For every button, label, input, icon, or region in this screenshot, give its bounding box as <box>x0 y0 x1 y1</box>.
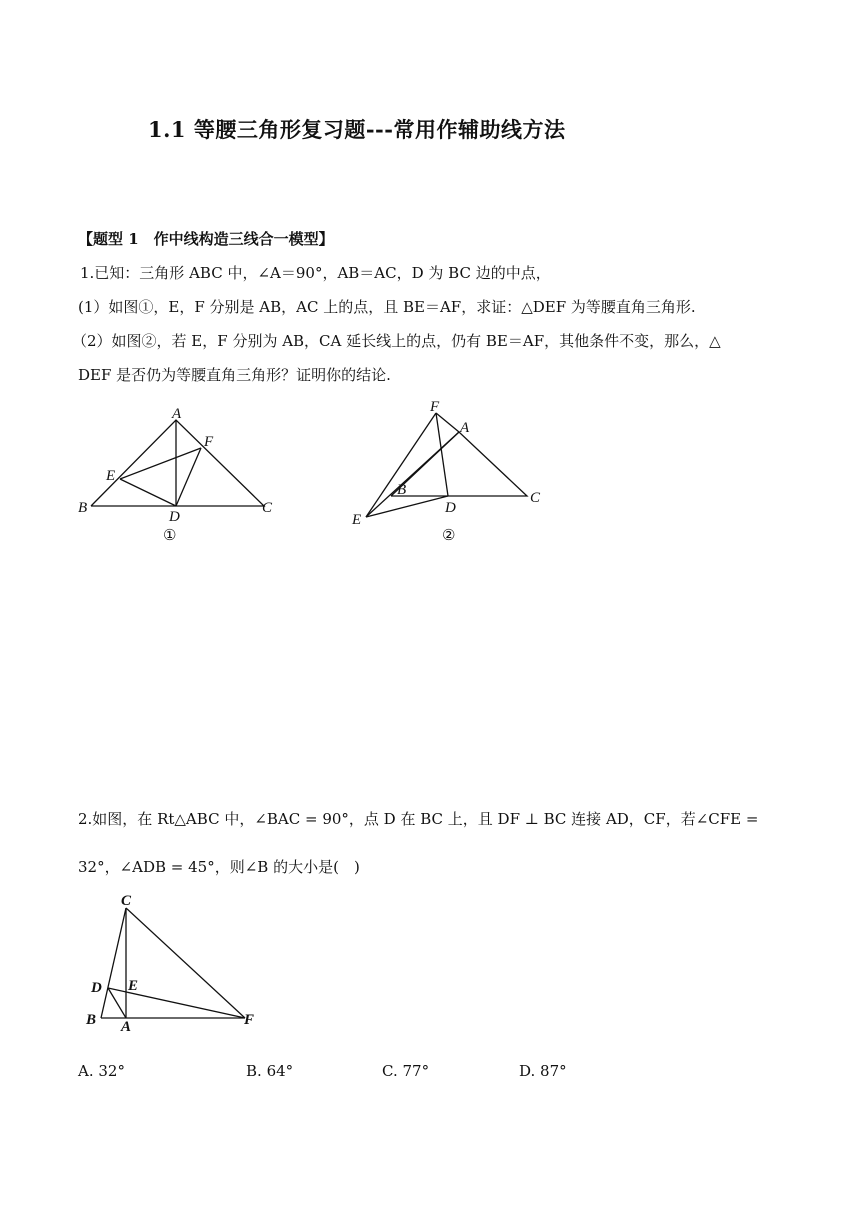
segment-cf <box>126 908 245 1018</box>
problem-2-line-2: 32°，∠ADB = 45°，则∠B 的大小是( ) <box>78 858 360 876</box>
option-b[interactable] <box>246 1062 293 1080</box>
label-e: E <box>106 468 116 484</box>
figure-3-lines <box>101 908 245 1018</box>
option-c-letter: C. <box>382 1062 398 1080</box>
segment-df <box>108 988 245 1018</box>
label-f-2: F <box>430 399 440 415</box>
option-a-letter: A. <box>78 1062 94 1080</box>
figure-3-labels <box>85 893 254 1035</box>
option-d-value: 87° <box>540 1062 567 1080</box>
figure-2-caption: ② <box>442 528 456 544</box>
option-d-letter: D. <box>519 1062 536 1080</box>
figure-2-lines <box>366 413 527 517</box>
option-b-value: 64° <box>266 1062 294 1080</box>
label-c: C <box>262 500 273 516</box>
option-c[interactable] <box>382 1062 429 1080</box>
label-a-3: A <box>121 1019 132 1035</box>
triangle-abc <box>91 420 264 506</box>
label-d: D <box>169 509 180 525</box>
option-d[interactable] <box>519 1062 567 1080</box>
option-a[interactable] <box>78 1062 125 1080</box>
option-a-value: 32° <box>98 1062 125 1080</box>
segment-fa <box>436 413 459 432</box>
label-c-3: C <box>121 893 132 909</box>
segment-bc <box>101 908 126 1018</box>
figure-1-caption: ① <box>163 528 177 544</box>
label-b-2: B <box>397 482 407 498</box>
label-b: B <box>78 500 88 516</box>
segment-fd-2 <box>436 413 448 496</box>
label-e-3: E <box>128 978 139 994</box>
label-c-2: C <box>530 490 541 506</box>
segment-fe <box>366 413 436 517</box>
section-heading: 【题型 1 作中线构造三线合一模型】 <box>78 230 334 248</box>
triangle-abc-2 <box>391 432 527 496</box>
problem-1-part-1: (1）如图①，E，F 分别是 AB，AC 上的点，且 BE＝AF，求证：△DEF 为等腰直角三角形. <box>78 298 696 316</box>
label-f-3: F <box>244 1012 255 1028</box>
problem-1-part-2-line-2: DEF 是否仍为等腰直角三角形？证明你的结论. <box>78 366 391 384</box>
segment-ed <box>120 479 176 506</box>
problem-1-intro: 1.已知：三角形 ABC 中，∠A＝90°，AB＝AC，D 为 BC 边的中点， <box>80 264 551 282</box>
label-e-2: E <box>352 512 362 528</box>
problem-2-line-1: 2.如图，在 Rt△ABC 中，∠BAC = 90°，点 D 在 BC 上，且 DF ⊥ BC 连接 AD，CF，若∠CFE = <box>78 810 759 828</box>
segment-ed-2 <box>366 496 448 517</box>
label-a-2: A <box>460 420 470 436</box>
label-d-3: D <box>91 980 102 996</box>
label-f: F <box>204 434 214 450</box>
problem-1-part-2-line-1: （2）如图②，若 E，F 分别为 AB，CA 延长线上的点，仍有 BE＝AF，其他条件不变，那么，△ <box>72 332 721 350</box>
label-a: A <box>172 406 182 422</box>
segment-fd <box>176 448 201 506</box>
page-title: 1.1 等腰三角形复习题---常用作辅助线方法 <box>148 117 566 142</box>
segment-da <box>108 988 126 1018</box>
option-b-letter: B. <box>246 1062 262 1080</box>
segment-ab-extended <box>366 432 459 517</box>
option-c-value: 77° <box>402 1062 430 1080</box>
label-b-3: B <box>86 1012 97 1028</box>
label-d-2: D <box>445 500 456 516</box>
figure-1-lines <box>91 420 264 506</box>
segment-ef <box>120 448 201 479</box>
